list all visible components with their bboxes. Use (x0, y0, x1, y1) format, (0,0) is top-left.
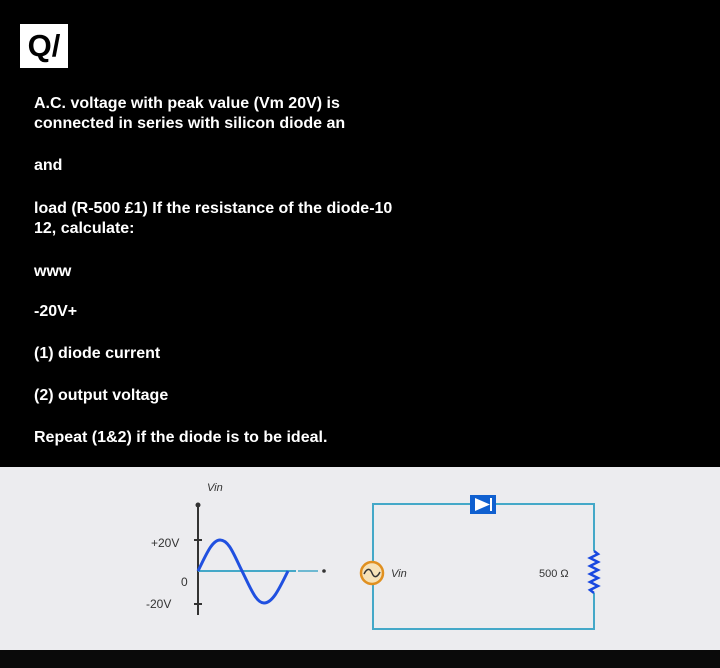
bottom-bar (0, 650, 720, 668)
resistor-label: 500 Ω (539, 568, 569, 580)
question-line-4: load (R-500 £1) If the resistance of the diode-10 (34, 200, 393, 217)
neg-peak-label: -20V (146, 597, 172, 611)
resistor-icon (590, 551, 598, 593)
question-line-3: and (34, 157, 63, 174)
source-vin-label: Vin (391, 568, 407, 580)
task-diode-current: (1) diode current (34, 345, 161, 362)
question-line-1: A.C. voltage with peak value (Vm 20V) is (34, 95, 340, 112)
task-output-voltage: (2) output voltage (34, 387, 169, 404)
question-label: Q/ (20, 24, 68, 68)
arrow-dot (322, 569, 326, 573)
pos-peak-label: +20V (151, 536, 180, 550)
axis-arrow-dot (196, 503, 201, 508)
task-repeat-ideal: Repeat (1&2) if the diode is to be ideal. (34, 429, 328, 446)
question-line-7: -20V+ (34, 303, 78, 320)
zero-label: 0 (181, 575, 188, 589)
vin-axis-label: Vin (207, 482, 223, 494)
question-line-5: 12, calculate: (34, 220, 135, 237)
question-line-6: www (34, 263, 72, 280)
question-line-2: connected in series with silicon diode an (34, 115, 346, 132)
circuit-diagram-svg (0, 467, 720, 650)
circuit-wire-bottom (373, 580, 594, 629)
circuit-figure (0, 467, 720, 650)
